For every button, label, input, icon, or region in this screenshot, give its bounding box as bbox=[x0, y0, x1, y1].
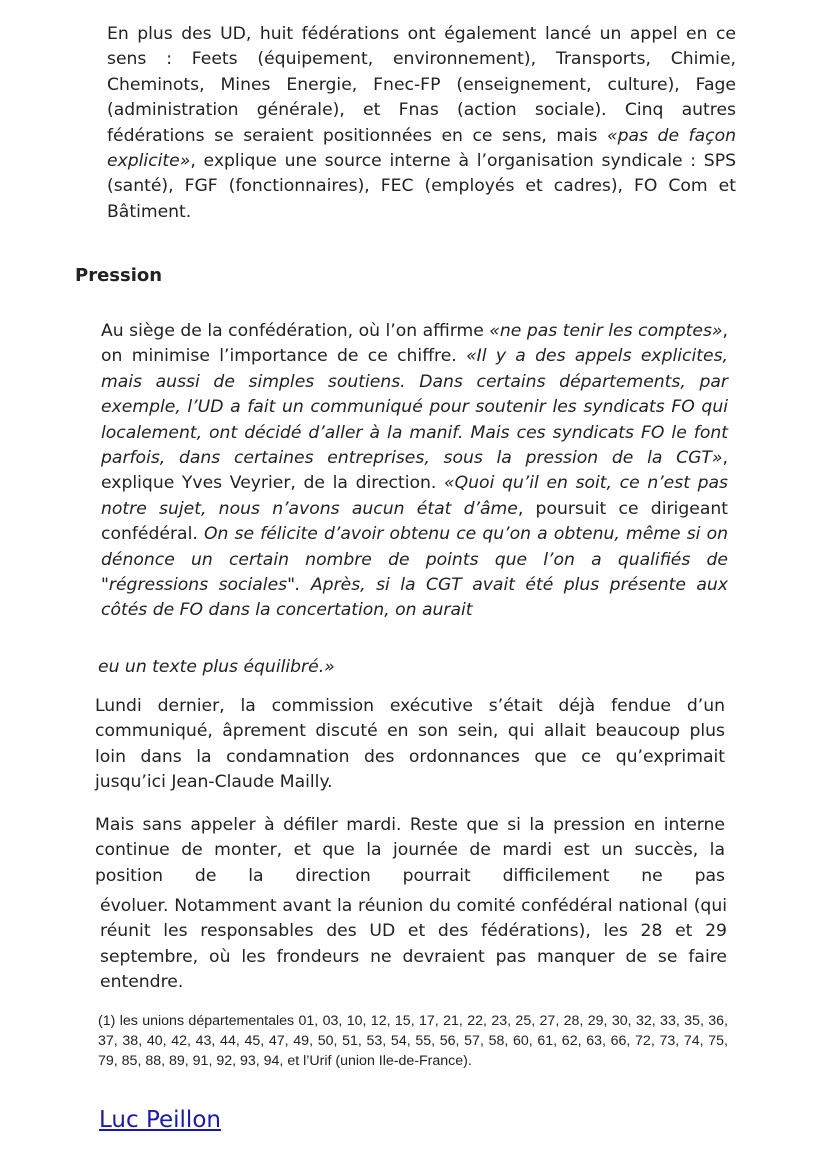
paragraph-federations bbox=[107, 22, 736, 225]
quote-part-b: «ne pas tenir les comptes» bbox=[489, 321, 723, 341]
quote-tail: eu un texte plus équilibré.» bbox=[98, 657, 335, 677]
paragraph-federations-part-a: En plus des UD, huit fédérations ont également lancé un appel en ce sens : Feets (équipement, environnement), Transports, Chimie, Cheminots, Mines Energie, Fnec-FP (enseignement, culture), Fage (administration générale), et Fnas (action sociale). Cinq autres fédérations se seraient positionnées en ce sens, mais bbox=[107, 24, 736, 146]
paragraph-pressure-second: évoluer. Notamment avant la réunion du comité confédéral national (qui réunit les responsables des UD et des fédérations), les 28 et 29 septembre, où les frondeurs ne devraient pas manquer de se faire entendre. bbox=[100, 896, 727, 993]
paragraph-commission: Lundi dernier, la commission exécutive s’était déjà fendue d’un communiqué, âprement discuté en son sein, qui allait beaucoup plus loin dans la condamnation des ordonnances que ce qu’exprimait jusqu’ici Jean-Claude Mailly. bbox=[95, 696, 725, 793]
quote-part-f: «Quoi qu’il en soit, ce n’est pas notre sujet, nous n’avons aucun état d’âme bbox=[101, 473, 728, 519]
quote-part-c: , on minimise l’importance de ce chiffre. bbox=[101, 321, 728, 367]
paragraph-federations-quote: «pas de façon explicite» bbox=[107, 125, 736, 172]
paragraph-confederation-quote bbox=[101, 319, 728, 624]
quote-part-a: Au siège de la confédération, où l’on affirme bbox=[101, 321, 490, 341]
footnote: (1) les unions départementales 01, 03, 10, 12, 15, 17, 21, 22, 23, 25, 27, 28, 29, 30, 32, 33, 35, 36, 37, 38, 40, 42, 43, 44, 45, 47, 49, 50, 51, 53, 54, 55, 56, 57, 58, 60, 61, 62, 63, 66, 72, 73, 74, 75, 79, 85, 88, 89, 91, 92, 93, 94, et l’Urif (union Ile-de-France). bbox=[98, 1013, 728, 1069]
quote-part-g: , poursuit ce dirigeant confédéral. bbox=[101, 498, 728, 545]
quote-part-d: «Il y a des appels explicites, mais aussi de simples soutiens. Dans certains départements, par exemple, l’UD a fait un communiqué pour soutenir les syndicats FO qui localement, ont décidé d’aller à la manif. Mais ces syndicats FO le font parfois, dans certaines entreprises, sous la pression de la CGT» bbox=[101, 346, 728, 469]
author-link[interactable]: Luc Peillon bbox=[99, 1107, 221, 1133]
quote-part-e: , explique Yves Veyrier, de la direction. bbox=[101, 448, 728, 494]
paragraph-federations-part-c: , explique une source interne à l’organisation syndicale : SPS (santé), FGF (fonctionnaires), FEC (employés et cadres), FO Com et Bâtiment. bbox=[107, 151, 736, 222]
section-heading: Pression bbox=[75, 265, 163, 286]
quote-part-h: On se félicite d’avoir obtenu ce qu’on a obtenu, même si on dénonce un certain nombre de points que l’on a qualifiés de "régressions sociales". Après, si la CGT avait été plus présente aux côtés de FO dans la concertation, on aurait bbox=[101, 524, 728, 621]
paragraph-pressure-first: Mais sans appeler à défiler mardi. Reste que si la pression en interne continue de monter, et que la journée de mardi est un succès, la position de la direction pourrait difficilement ne pas bbox=[95, 815, 725, 886]
